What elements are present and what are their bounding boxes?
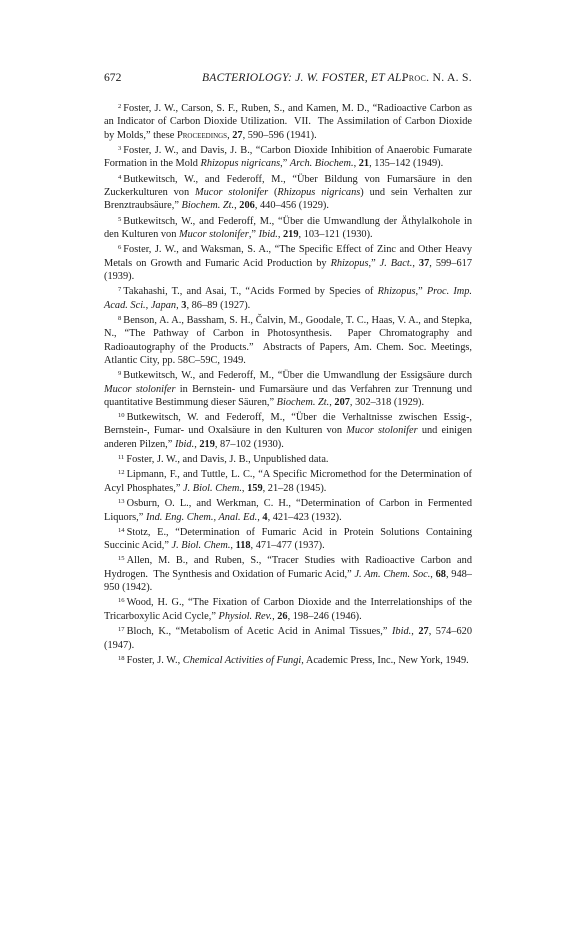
reference-number: 6 [118, 244, 122, 252]
reference-text: Bloch, K., “Metabolism of Acetic Acid in Animal Tissues,” Ibid., 27, 574–620 (1947). [104, 626, 472, 651]
reference-entry [104, 283, 472, 312]
page-number: 672 [104, 71, 122, 84]
reference-list [104, 100, 472, 667]
reference-entry [104, 241, 472, 283]
reference-text: Benson, A. A., Bassham, S. H., Čalvin, M., Goodale, T. C., Haas, V. A., and Stepka, N., “The Pathway of Carbon in Photosynthesis. Paper Chromatography and Radioautography of the Products.” Abstracts of Papers, Am. Chem. Soc. Meetings, Atlantic City, pp. 58C–59C, 1949. [104, 315, 472, 366]
reference-text: Foster, J. W., and Davis, J. B., Unpublished data. [126, 454, 329, 466]
reference-entry [104, 524, 472, 553]
reference-text: Allen, M. B., and Ruben, S., “Tracer Studies with Radioactive Carbon and Hydrogen. The Synthesis and Oxidation of Fumaric Acid,” J. Am. Chem. Soc., 68, 948–950 (1942). [104, 555, 472, 594]
reference-number: 14 [118, 526, 125, 534]
reference-text: Lipmann, F., and Tuttle, L. C., “A Specific Micromethod for the Determination of Acyl Phosphates,” J. Biol. Chem., 159, 21–28 (1945). [104, 469, 472, 494]
reference-text: Butkewitsch, W., and Federoff, M., “Über Bildung von Fumarsäure in den Zuckerkulturen von Mucor stolonifer (Rhizopus nigricans) und sein Verhalten zur Brenztraubsäure,” Biochem. Zt., 206, 440–456 (1929). [104, 173, 472, 212]
reference-entry [104, 367, 472, 409]
reference-text: Foster, J. W., Carson, S. F., Ruben, S., and Kamen, M. D., “Radioactive Carbon as an Indicator of Carbon Dioxide Utilization. VII. The Assimilation of Carbon Dioxide by Molds,” these Proceedings, 27, 590–596 (1941). [104, 103, 472, 141]
reference-entry [104, 594, 472, 623]
reference-number: 17 [118, 626, 125, 634]
reference-number: 12 [118, 469, 125, 477]
reference-number: 11 [118, 453, 125, 461]
reference-entry [104, 623, 472, 652]
reference-entry [104, 652, 472, 667]
reference-number: 4 [118, 173, 122, 181]
reference-entry [104, 466, 472, 495]
reference-number: 5 [118, 215, 122, 223]
reference-number: 16 [118, 597, 125, 605]
journal-abbreviation: Proc. N. A. S. [402, 71, 472, 84]
reference-number: 3 [118, 144, 122, 152]
reference-number: 8 [118, 314, 122, 322]
reference-entry [104, 495, 472, 524]
reference-number: 10 [118, 412, 125, 419]
reference-number: 7 [118, 286, 122, 294]
reference-text: Butkewitsch, W., and Federoff, M., “Über die Umwandlung der Äthylalkohole in den Kulturen von Mucor stolonifer,” Ibid., 219, 103–121 (1930). [104, 215, 472, 240]
reference-text: Foster, J. W., Chemical Activities of Fungi, Academic Press, Inc., New York, 1949. [126, 654, 469, 666]
reference-text: Takahashi, T., and Asai, T., “Acids Formed by Species of Rhizopus,” Proc. Imp. Acad. Sci., Japan, 3, 86–89 (1927). [104, 286, 472, 311]
reference-number: 9 [118, 370, 122, 378]
running-title: BACTERIOLOGY: J. W. FOSTER, ET AL. [202, 71, 405, 84]
reference-number: 18 [118, 654, 125, 662]
reference-text: Foster, J. W., and Waksman, S. A., “The Specific Effect of Zinc and Other Heavy Metals on Growth and Fumaric Acid Production by Rhizopus,” J. Bact., 37, 599–617 (1939). [104, 244, 473, 282]
reference-text: Osburn, O. L., and Werkman, C. H., “Determination of Carbon in Fermented Liquors,” Ind. Eng. Chem., Anal. Ed., 4, 421–423 (1932). [104, 498, 472, 523]
reference-text: Butkewitsch, W., and Federoff, M., “Über die Umwandlung der Essigsäure durch Mucor stolonifer in Bernstein- und Fumarsäure und das Verfahren zur Trennung und quantitative Bestimmung dieser Säuren,” Biochem. Zt., 207, 302–318 (1929). [104, 370, 472, 408]
reference-number: 2 [118, 103, 122, 110]
reference-entry [104, 142, 472, 171]
reference-text: Foster, J. W., and Davis, J. B., “Carbon Dioxide Inhibition of Anaerobic Fumarate Formation in the Mold Rhizopus nigricans,” Arch. Biochem., 21, 135–142 (1949). [104, 145, 472, 170]
reference-number: 15 [118, 555, 125, 563]
reference-entry [104, 409, 472, 451]
reference-text: Butkewitsch, W. and Federoff, M., “Über die Verhaltnisse zwischen Essig-, Bernstein-, Fumar- und Oxalsäure in den Kulturen von Mucor stolonifer und einigen anderen Pilzen,” Ibid., 219, 87–102 (1930). [104, 412, 472, 450]
reference-number: 13 [118, 498, 125, 506]
reference-entry [104, 213, 472, 242]
reference-entry [104, 312, 472, 367]
reference-text: Stotz, E., “Determination of Fumaric Acid in Protein Solutions Containing Succinic Acid,” J. Biol. Chem., 118, 471–477 (1937). [104, 526, 472, 552]
reference-entry [104, 552, 472, 594]
reference-text: Wood, H. G., “The Fixation of Carbon Dioxide and the Interrelationships of the Tricarboxylic Acid Cycle,” Physiol. Rev., 26, 198–246 (1946). [104, 597, 472, 622]
reference-entry [104, 171, 472, 213]
reference-entry [104, 451, 472, 466]
reference-entry [104, 100, 472, 142]
